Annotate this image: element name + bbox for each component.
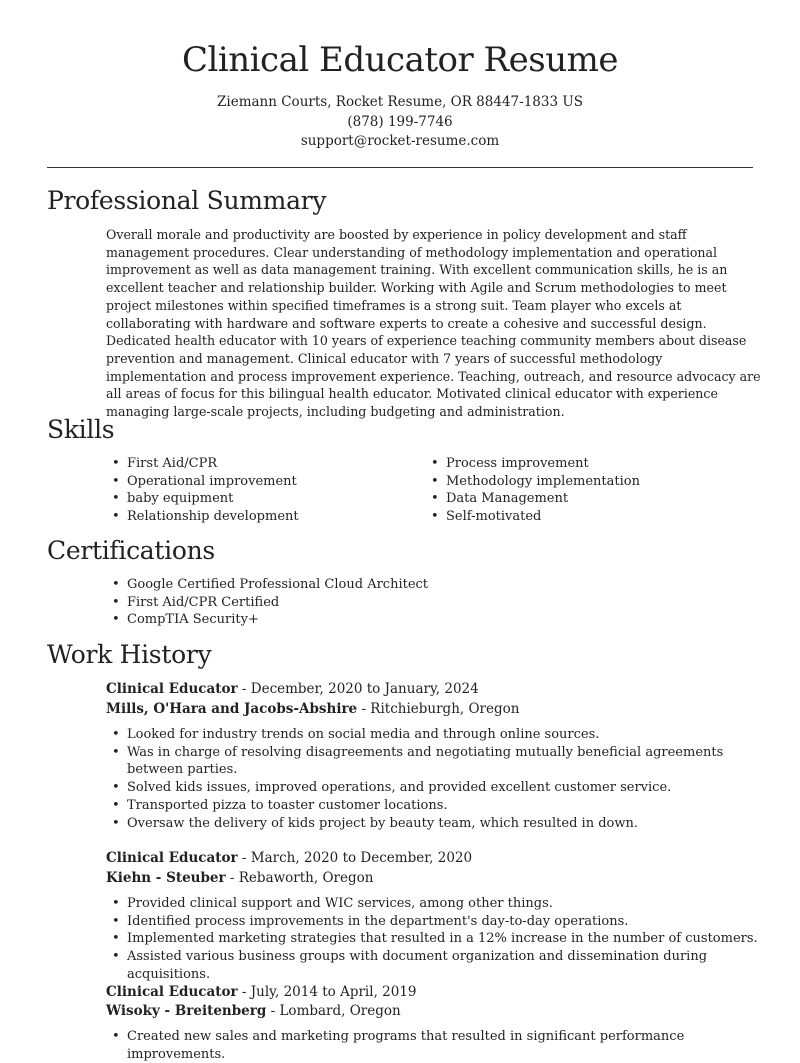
header-divider bbox=[47, 167, 753, 168]
job-company-line bbox=[106, 870, 373, 886]
job-bullet: • Assisted various business groups with document organization and dissemination during acquisitions. bbox=[106, 948, 766, 983]
job-role: Clinical Educator bbox=[106, 681, 238, 697]
job-bullet: • Looked for industry trends on social media and through online sources. bbox=[106, 726, 726, 744]
resume-title: Clinical Educator Resume bbox=[182, 40, 618, 80]
job-location: - Rebaworth, Oregon bbox=[225, 870, 374, 886]
skill-item: • Data Management bbox=[425, 490, 725, 508]
summary-heading: Professional Summary bbox=[47, 186, 327, 215]
skills-list-right bbox=[425, 455, 725, 526]
skills-list-left bbox=[106, 455, 406, 526]
certification-item: • First Aid/CPR Certified bbox=[106, 594, 706, 612]
job-company-line bbox=[106, 1003, 401, 1019]
job-bullets bbox=[106, 726, 726, 832]
skill-item: • Operational improvement bbox=[106, 473, 406, 491]
skill-item: • Methodology implementation bbox=[425, 473, 725, 491]
job-dates: - March, 2020 to December, 2020 bbox=[237, 850, 473, 866]
contact-address: Ziemann Courts, Rocket Resume, OR 88447-1833 US bbox=[217, 94, 583, 110]
job-bullet: • Was in charge of resolving disagreements and negotiating mutually beneficial agreements between parties. bbox=[106, 744, 726, 779]
job-company: Wisoky - Breitenberg bbox=[106, 1003, 267, 1019]
job-company: Kiehn - Steuber bbox=[106, 870, 226, 886]
skill-item: • Process improvement bbox=[425, 455, 725, 473]
job-dates: - July, 2014 to April, 2019 bbox=[237, 984, 417, 1000]
job-title-line bbox=[106, 984, 417, 1000]
job-role: Clinical Educator bbox=[106, 984, 238, 1000]
certifications-heading: Certifications bbox=[47, 536, 215, 565]
job-location: - Ritchieburgh, Oregon bbox=[357, 701, 520, 717]
contact-phone: (878) 199-7746 bbox=[347, 114, 453, 130]
job-bullet: • Created new sales and marketing programs that resulted in significant performance improvements. bbox=[106, 1028, 766, 1063]
job-role: Clinical Educator bbox=[106, 850, 238, 866]
skill-item: • Relationship development bbox=[106, 508, 406, 526]
job-location: - Lombard, Oregon bbox=[266, 1003, 401, 1019]
skill-item: • baby equipment bbox=[106, 490, 406, 508]
job-company: Mills, O'Hara and Jacobs-Abshire bbox=[106, 701, 358, 717]
certification-item: • Google Certified Professional Cloud Architect bbox=[106, 576, 706, 594]
certification-item: • CompTIA Security+ bbox=[106, 611, 706, 629]
job-dates: - December, 2020 to January, 2024 bbox=[237, 681, 479, 697]
job-bullets bbox=[106, 1028, 766, 1063]
skills-heading: Skills bbox=[47, 415, 115, 444]
work-history-heading: Work History bbox=[47, 640, 212, 669]
job-bullet: • Provided clinical support and WIC services, among other things. bbox=[106, 895, 766, 913]
contact-email: support@rocket-resume.com bbox=[300, 133, 500, 149]
skill-item: • Self-motivated bbox=[425, 508, 725, 526]
job-company-line bbox=[106, 701, 519, 717]
job-bullets bbox=[106, 895, 766, 984]
summary-text: Overall morale and productivity are boosted by experience in policy development and staff management procedures. Clear understanding of methodology implementation and operational improvement as well as data management training. With excellent communication skills, he is an excellent teacher and relationship builder. Working with Agile and Scrum methodologies to meet project milestones within specified timeframes is a strong suit. Team player who excels at collaborating with hardware and software experts to create a cohesive and successful design. Dedicated health educator with 10 years of experience teaching community members about disease prevention and management. Clinical educator with 7 years of successful methodology implementation and process improvement experience. Teaching, outreach, and resource advocacy are all areas of focus for this bilingual health educator. Motivated clinical educator with experience managing large-scale projects, including budgeting and administration. bbox=[106, 227, 761, 420]
job-bullet: • Identified process improvements in the department's day-to-day operations. bbox=[106, 913, 766, 931]
job-bullet: • Transported pizza to toaster customer locations. bbox=[106, 797, 726, 815]
job-title-line bbox=[106, 681, 479, 697]
job-bullet: • Implemented marketing strategies that resulted in a 12% increase in the number of customers. bbox=[106, 930, 766, 948]
certifications-list bbox=[106, 576, 706, 629]
job-bullet: • Solved kids issues, improved operations, and provided excellent customer service. bbox=[106, 779, 726, 797]
job-bullet: • Oversaw the delivery of kids project by beauty team, which resulted in down. bbox=[106, 815, 726, 833]
skill-item: • First Aid/CPR bbox=[106, 455, 406, 473]
job-title-line bbox=[106, 850, 472, 866]
